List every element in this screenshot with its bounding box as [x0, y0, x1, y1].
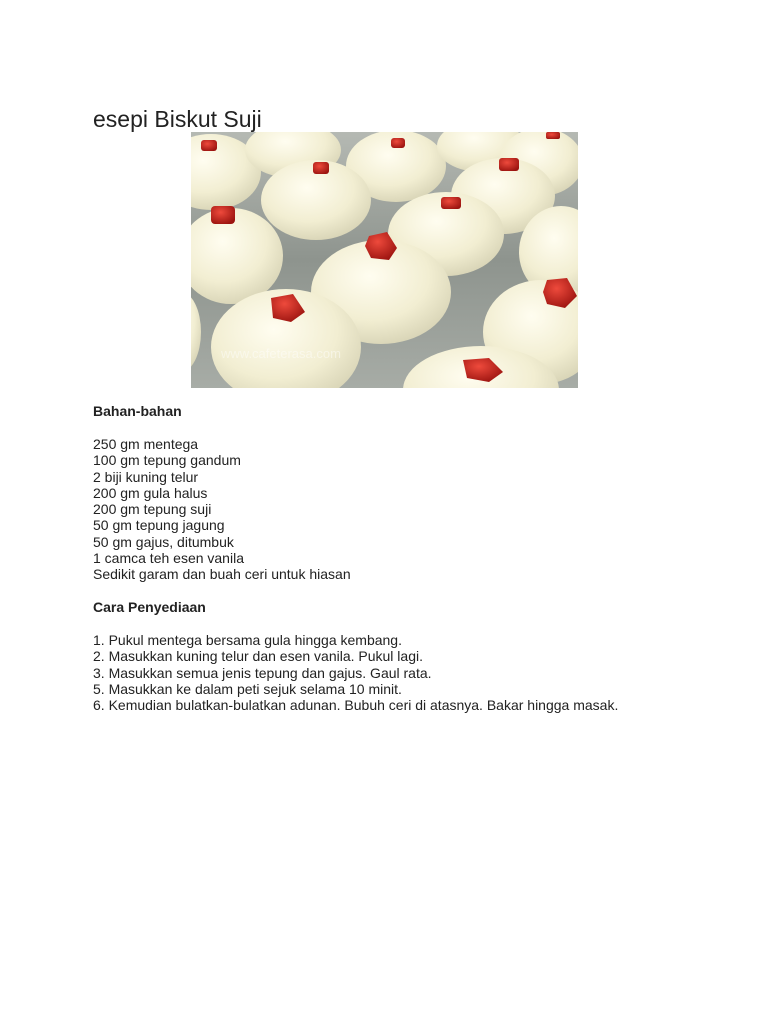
method-steps-list	[93, 632, 618, 713]
cookie	[261, 160, 371, 240]
method-step: 1. Pukul mentega bersama gula hingga kembang.	[93, 632, 402, 648]
ingredient-item: 250 gm mentega	[93, 436, 199, 452]
ingredient-item: 1 camca teh esen vanila	[93, 550, 244, 567]
method-step: 2. Masukkan kuning telur dan esen vanila. Pukul lagi.	[93, 648, 423, 665]
ingredient-item: 50 gm tepung jagung	[93, 517, 225, 534]
biskut-suji-photo	[191, 132, 578, 388]
ingredient-item: 2 biji kuning telur	[93, 468, 199, 485]
ingredient-item: Sedikit garam dan buah ceri untuk hiasan	[93, 566, 351, 583]
ingredient-item: 200 gm gula halus	[93, 484, 208, 501]
ingredients-list	[93, 436, 351, 583]
photo-watermark: www.cafeterasa.com	[221, 346, 341, 361]
ingredient-item: 100 gm tepung gandum	[93, 452, 241, 469]
recipe-photo	[191, 132, 578, 388]
ingredients-heading: Bahan-bahan	[93, 403, 182, 419]
method-step: 3. Masukkan semua jenis tepung dan gajus. Gaul rata.	[93, 664, 432, 681]
page-title: esepi Biskut Suji	[93, 106, 262, 132]
ingredient-item: 50 gm gajus, ditumbuk	[93, 533, 234, 550]
method-heading: Cara Penyediaan	[93, 599, 206, 615]
ingredient-item: 200 gm tepung suji	[93, 501, 212, 518]
method-step: 5. Masukkan ke dalam peti sejuk selama 10 minit.	[93, 680, 402, 697]
method-step: 6. Kemudian bulatkan-bulatkan adunan. Bubuh ceri di atasnya. Bakar hingga masak.	[93, 697, 619, 714]
